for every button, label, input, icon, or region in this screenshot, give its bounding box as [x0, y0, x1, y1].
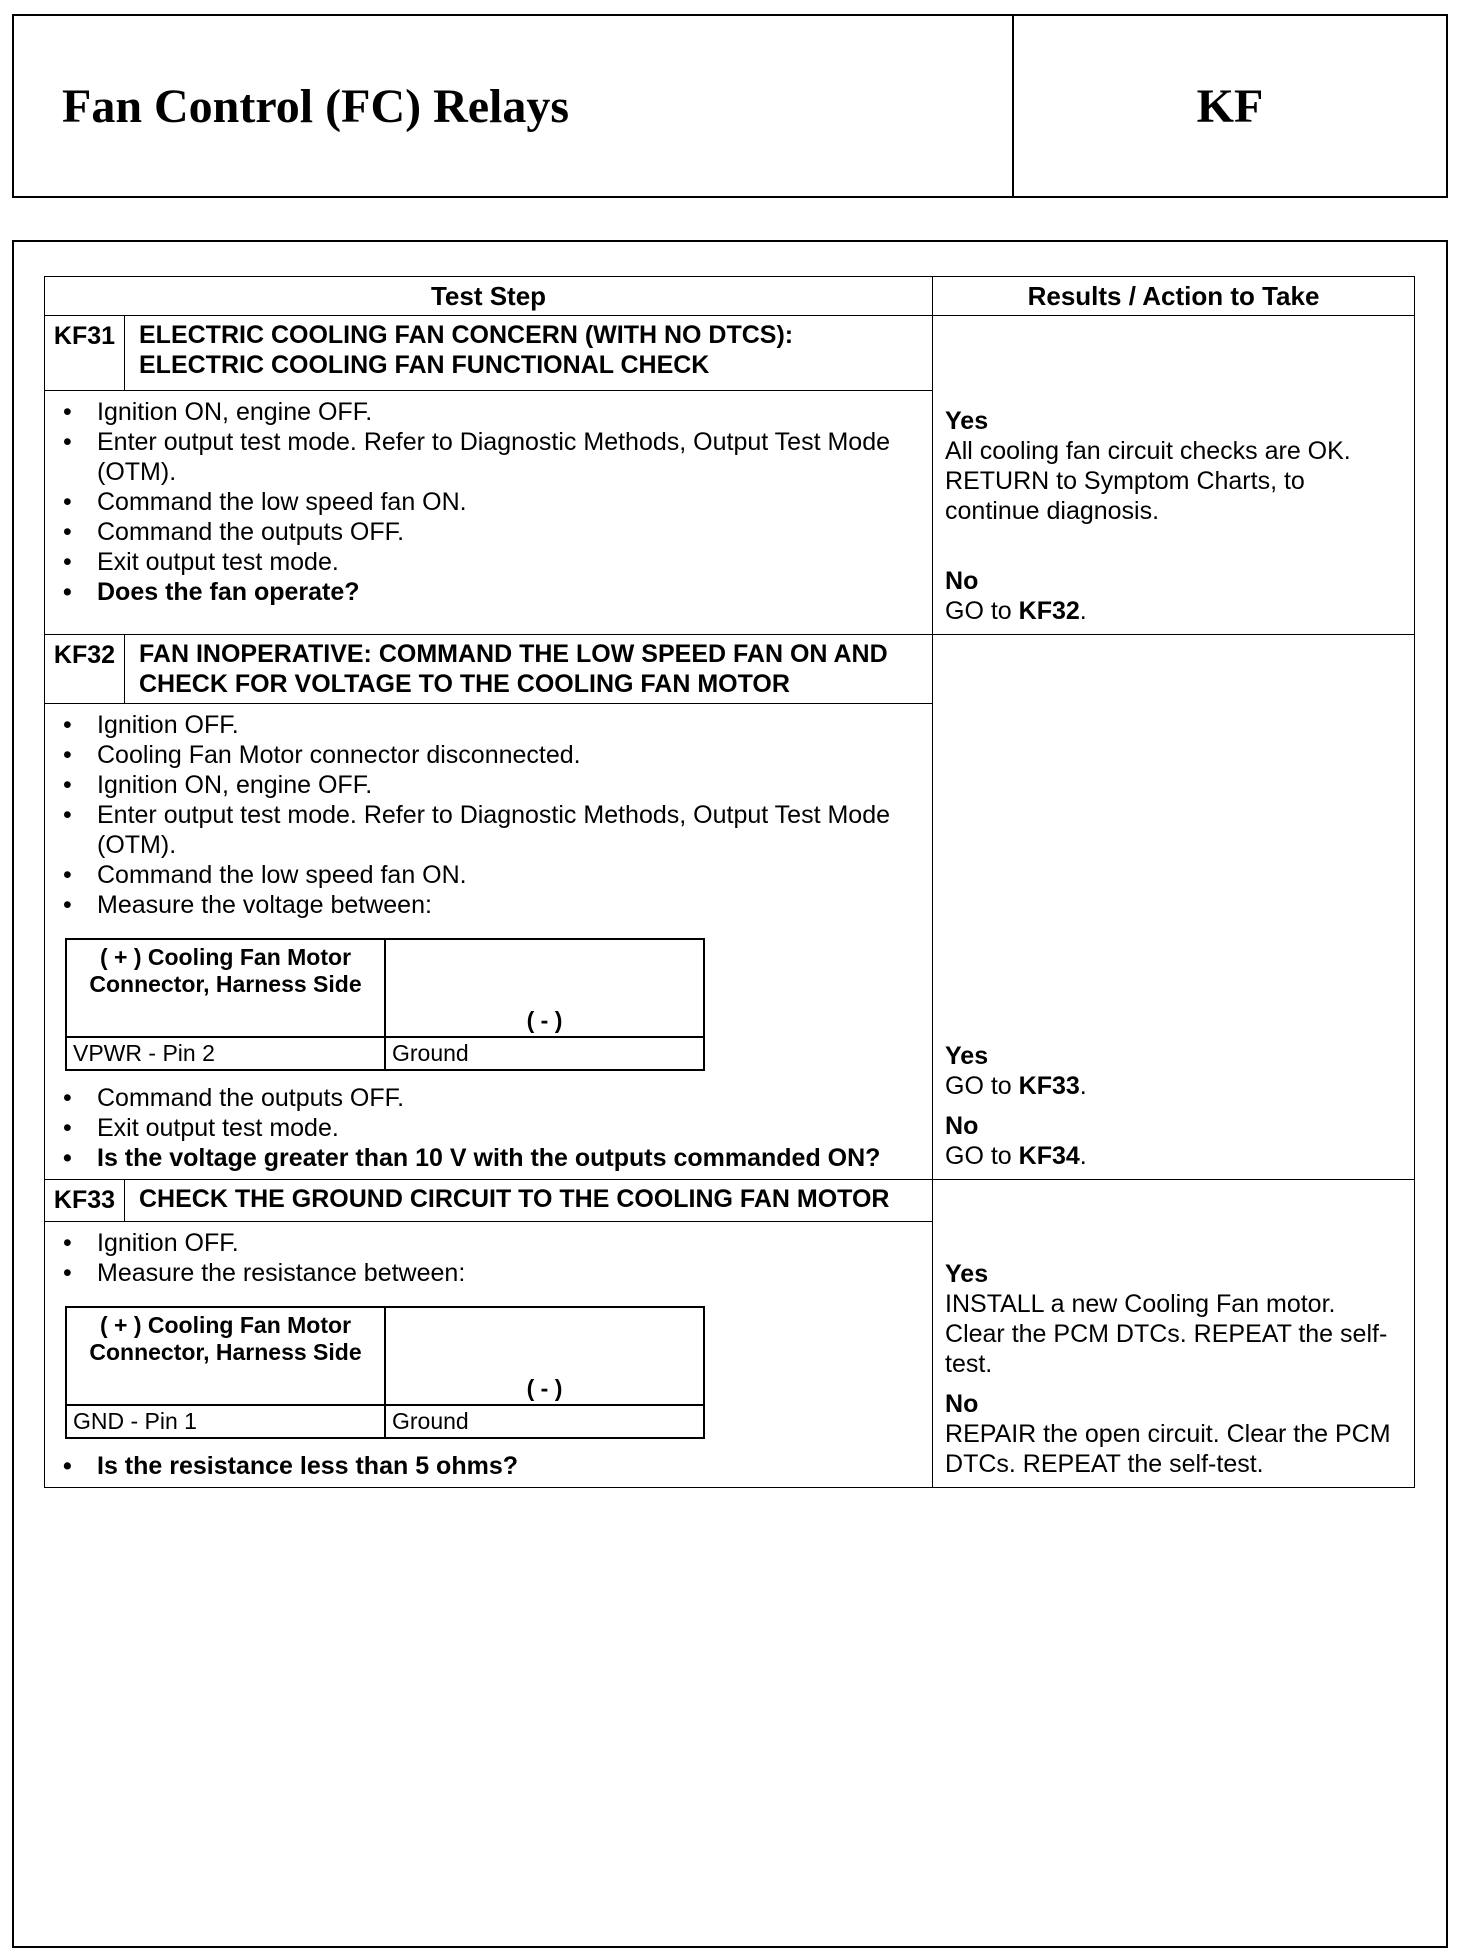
- measurement-table: [65, 1306, 705, 1439]
- col-header-test-step: Test Step: [45, 277, 933, 316]
- meas-neg-value: Ground: [385, 1037, 704, 1070]
- step-title: CHECK THE GROUND CIRCUIT TO THE COOLING FAN MOTOR: [125, 1180, 933, 1222]
- step-title: FAN INOPERATIVE: COMMAND THE LOW SPEED FAN ON AND CHECK FOR VOLTAGE TO THE COOLING FAN MOTOR: [125, 635, 933, 704]
- step-title-row: [45, 635, 1415, 704]
- list-item: • Measure the voltage between:: [59, 890, 922, 920]
- result-no-text: GO to KF32.: [945, 597, 1087, 625]
- step-instructions: [59, 710, 922, 920]
- list-item: • Exit output test mode.: [59, 547, 922, 577]
- list-item: • Exit output test mode.: [59, 1113, 922, 1143]
- step-question: • Is the voltage greater than 10 V with the outputs commanded ON?: [59, 1143, 922, 1173]
- result-no-text: REPAIR the open circuit. Clear the PCM DTCs. REPEAT the self-test.: [945, 1420, 1391, 1478]
- result-no-label: No: [945, 567, 979, 595]
- list-item: • Ignition OFF.: [59, 710, 922, 740]
- step-instructions: [59, 1228, 922, 1288]
- result-yes-text: INSTALL a new Cooling Fan motor. Clear the PCM DTCs. REPEAT the self-test.: [945, 1290, 1388, 1378]
- list-item: • Measure the resistance between:: [59, 1258, 922, 1288]
- result-yes-text: GO to KF33.: [945, 1072, 1087, 1100]
- step-id: KF32: [45, 635, 125, 704]
- list-item: • Command the low speed fan ON.: [59, 487, 922, 517]
- step-result: [933, 316, 1415, 635]
- step-instructions: [59, 1083, 922, 1173]
- result-yes-text: All cooling fan circuit checks are OK. RETURN to Symptom Charts, to continue diagnosis.: [945, 437, 1351, 525]
- result-no-label: No: [945, 1390, 979, 1418]
- step-instructions: [59, 1451, 922, 1481]
- result-no-text: GO to KF34.: [945, 1142, 1087, 1170]
- result-yes-label: Yes: [945, 407, 989, 435]
- result-yes-label: Yes: [945, 1042, 989, 1070]
- meas-neg-header: ( - ): [385, 939, 704, 1037]
- step-result: [933, 1180, 1415, 1488]
- meas-pos-value: GND - Pin 1: [66, 1405, 385, 1438]
- table-header-row: [45, 277, 1415, 316]
- list-item: • Enter output test mode. Refer to Diagnostic Methods, Output Test Mode (OTM).: [59, 800, 922, 860]
- list-item: • Ignition ON, engine OFF.: [59, 770, 922, 800]
- list-item: • Command the low speed fan ON.: [59, 860, 922, 890]
- list-item: • Enter output test mode. Refer to Diagnostic Methods, Output Test Mode (OTM).: [59, 427, 922, 487]
- step-title-row: [45, 1180, 1415, 1222]
- result-no-label: No: [945, 1112, 979, 1140]
- meas-pos-header: ( + ) Cooling Fan Motor Connector, Harness Side: [66, 1307, 385, 1405]
- meas-pos-value: VPWR - Pin 2: [66, 1037, 385, 1070]
- list-item: • Ignition OFF.: [59, 1228, 922, 1258]
- meas-neg-header: ( - ): [385, 1307, 704, 1405]
- result-yes-label: Yes: [945, 1260, 989, 1288]
- step-question: • Is the resistance less than 5 ohms?: [59, 1451, 922, 1481]
- step-body: [45, 1222, 933, 1488]
- goto-link: KF33: [1018, 1072, 1080, 1100]
- step-body: [45, 704, 933, 1180]
- goto-link: KF32: [1018, 597, 1080, 625]
- list-item: • Command the outputs OFF.: [59, 1083, 922, 1113]
- step-instructions: [59, 397, 922, 607]
- step-title-line: ELECTRIC COOLING FAN FUNCTIONAL CHECK: [139, 351, 710, 379]
- step-title-row: [45, 316, 1415, 391]
- meas-neg-value: Ground: [385, 1405, 704, 1438]
- step-title-line: ELECTRIC COOLING FAN CONCERN (WITH NO DTCS):: [139, 321, 794, 349]
- page-title: Fan Control (FC) Relays: [62, 79, 570, 133]
- content-frame: [12, 240, 1448, 1948]
- step-result: [933, 635, 1415, 1180]
- page-header: [12, 14, 1448, 198]
- list-item: • Ignition ON, engine OFF.: [59, 397, 922, 427]
- list-item: • Cooling Fan Motor connector disconnected.: [59, 740, 922, 770]
- step-body: [45, 391, 933, 635]
- list-item: • Command the outputs OFF.: [59, 517, 922, 547]
- step-title: [125, 316, 933, 391]
- diagnostic-table: [44, 276, 1415, 1488]
- section-code: KF: [1012, 16, 1446, 196]
- meas-pos-header: ( + ) Cooling Fan Motor Connector, Harness Side: [66, 939, 385, 1037]
- step-question: • Does the fan operate?: [59, 577, 922, 607]
- step-id: KF31: [45, 316, 125, 391]
- goto-link: KF34: [1018, 1142, 1080, 1170]
- col-header-results: Results / Action to Take: [933, 277, 1415, 316]
- measurement-table: [65, 938, 705, 1071]
- step-id: KF33: [45, 1180, 125, 1222]
